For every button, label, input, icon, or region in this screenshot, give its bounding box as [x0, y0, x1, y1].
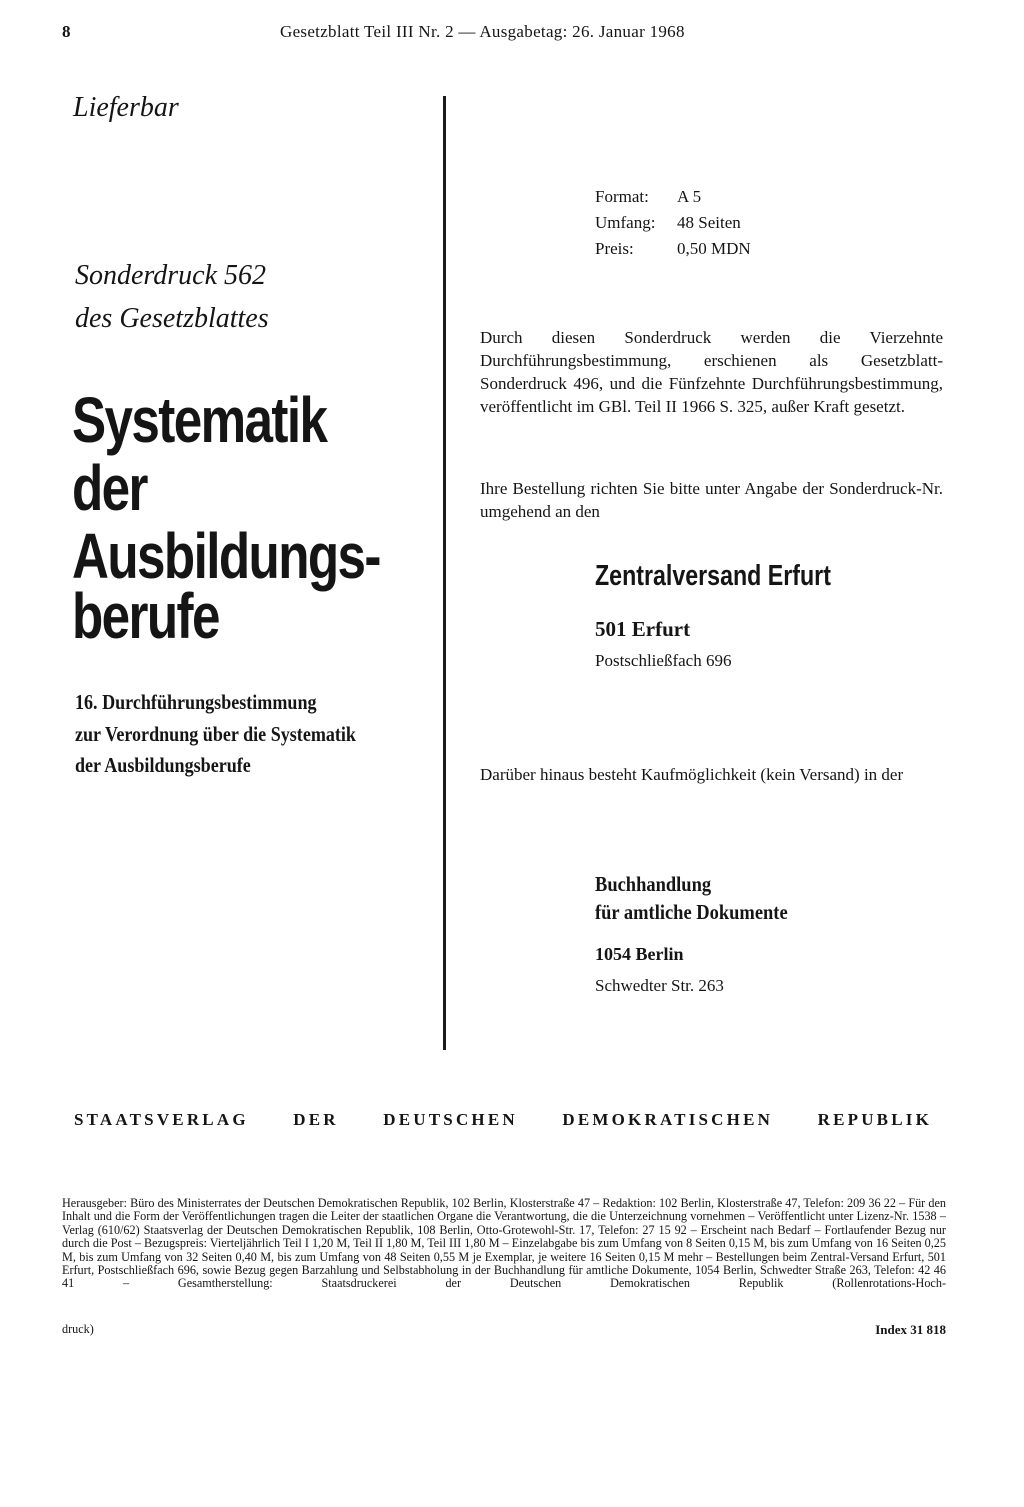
spec-row — [595, 236, 751, 262]
imprint-text: Herausgeber: Büro des Ministerrates der Deutschen Demokratischen Republik, 102 Berlin, Klosterstraße 47 – Redaktion: 102 Berlin, Klosterstraße 47, Telefon: 209 36 22 – Für den Inhalt und die Form der Veröffentlichungen tragen die Leiter der staatlichen Organe die Verantwortung, die die Unterzeichnung vornehmen – Veröffentlicht unter Lizenz-Nr. 1538 – Verlag (610/62) Staatsverlag der Deutschen Demokratischen Republik, 108 Berlin, Otto-Grotewohl-Str. 17, Telefon: 27 15 92 – Erscheint nach Bedarf – Fortlaufender Bezug nur durch die Post – Bezugspreis: Vierteljährlich Teil I 1,20 M, Teil II 1,80 M, Teil III 1,80 M – Einzelabgabe bis zum Umfang von 8 Seiten 0,15 M, bis zum Umfang von 16 Seiten 0,25 M, bis zum Umfang von 32 Seiten 0,40 M, bis zum Umfang von 48 Seiten 0,55 M je Exemplar, je weitere 16 Seiten 0,15 M mehr – Bestellungen beim Zentral-Versand Erfurt, 501 Erfurt, Postschließfach 696, sowie Bezug gegen Barzahlung und Selbstabholung in der Buchhandlung für amtliche Dokumente, 1054 Berlin, Schwedter Straße 263, Telefon: 42 46 41 – Gesamtherstellung: Staatsdruckerei der Deutschen Demokratischen Republik (Rollenrotations-Hoch- — [62, 1196, 946, 1291]
column-divider — [443, 96, 446, 1050]
page-number: 8 — [62, 22, 71, 41]
spec-value: 0,50 MDN — [677, 239, 751, 258]
running-title: Gesetzblatt Teil III Nr. 2 — Ausgabetag: 26. Januar 1968 — [280, 22, 685, 41]
imprint-footer — [62, 1323, 946, 1336]
order-instructions: Ihre Bestellung richten Sie bitte unter Angabe der Sonderdruck-Nr. umgehend an den — [480, 479, 943, 521]
spec-label: Umfang: — [595, 213, 656, 232]
index-number: Index 31 818 — [875, 1322, 946, 1337]
spec-label: Preis: — [595, 239, 634, 258]
replacement-notice: Durch diesen Sonderdruck werden die Vierzehnte Durchführungsbestimmung, erschienen als Gesetzblatt-Sonderdruck 496, und die Fünfzehnte Durchführungsbestimmung, veröffentlicht im GBl. Teil II 1966 S. 325, außer Kraft gesetzt. — [480, 328, 943, 416]
bookshop-street: Schwedter Str. 263 — [595, 976, 724, 995]
bookshop-name-line2: für amtliche Dokumente — [595, 900, 788, 924]
spec-value: A 5 — [677, 187, 702, 206]
spec-table — [595, 184, 751, 262]
purchase-note: Darüber hinaus besteht Kaufmöglichkeit (kein Versand) in der — [480, 765, 904, 784]
spec-value: 48 Seiten — [677, 213, 741, 232]
special-print-title-line2: des Gesetzblattes — [75, 303, 269, 334]
big-title-line: der — [72, 452, 147, 524]
spec-row — [595, 184, 751, 210]
bookshop-name-line1: Buchhandlung — [595, 872, 712, 896]
imprint-last-line: druck) — [62, 1322, 94, 1336]
bookshop-city: 1054 Berlin — [595, 944, 684, 964]
subtitle-line: zur Verordnung über die Systematik — [75, 722, 356, 746]
spec-label: Format: — [595, 187, 649, 206]
big-title-line: berufe — [72, 580, 219, 652]
special-print-title-line1: Sonderdruck 562 — [75, 260, 267, 291]
publisher-line: STAATSVERLAG DER DEUTSCHEN DEMOKRATISCHEN REPUBLIK — [74, 1110, 932, 1129]
subtitle-line: 16. Durchführungsbestimmung — [75, 690, 317, 714]
dispatch-pobox: Postschließfach 696 — [595, 651, 732, 670]
big-title-line: Ausbildungs- — [72, 520, 380, 592]
subtitle-line: der Ausbildungsberufe — [75, 753, 251, 777]
spec-row — [595, 210, 751, 236]
dispatch-name: Zentralversand Erfurt — [595, 560, 831, 592]
availability-label: Lieferbar — [73, 92, 179, 123]
dispatch-city: 501 Erfurt — [595, 617, 691, 641]
big-title-line: Systematik — [72, 384, 327, 456]
